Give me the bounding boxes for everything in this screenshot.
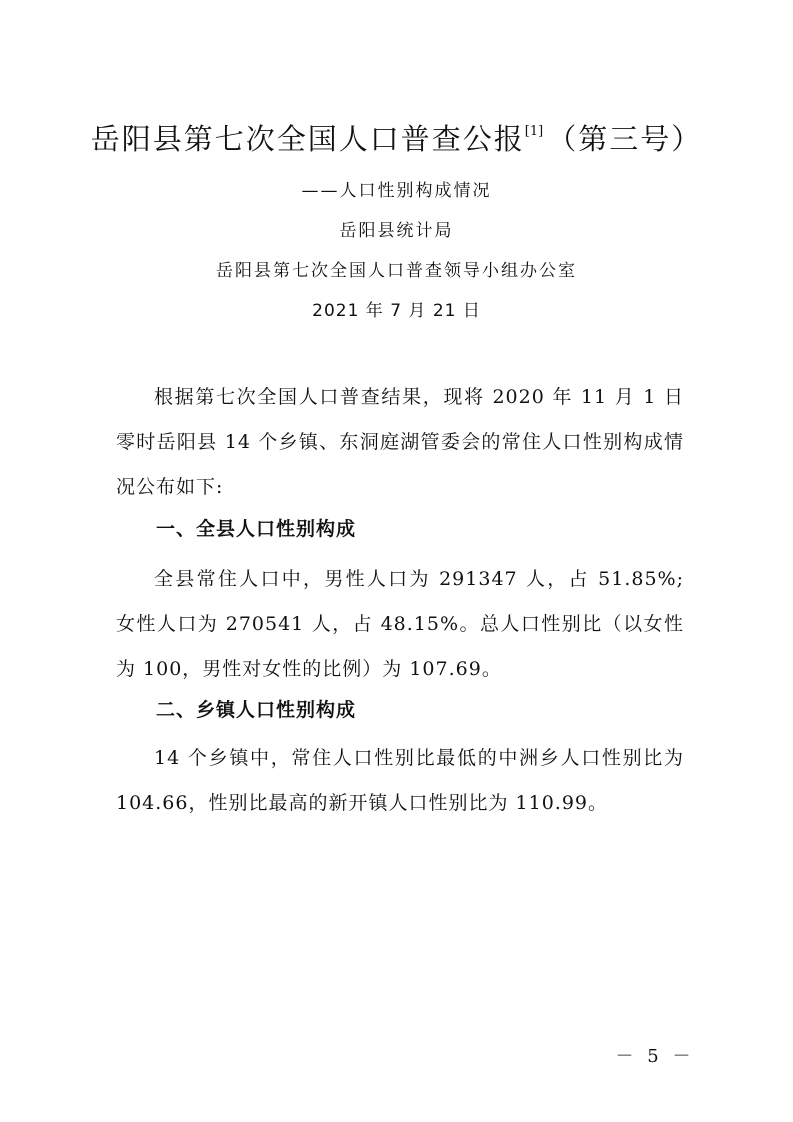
title-suffix: （第三号） [547,122,703,156]
county-sex-paragraph: 全县常住人口中，男性人口为 291347 人，占 51.85%; 女性人口为 270541 人，占 48.15%。总人口性别比（以女性为 100，男性对女性的比例）为 107.69。 [116,568,684,680]
footnote-marker: [1] [524,124,544,139]
issuer-statistics-bureau: 岳阳县统计局 [339,221,454,241]
title-main: 岳阳县第七次全国人口普查公报 [90,122,525,156]
section-heading-county: 一、全县人口性别构成 [156,518,357,540]
publish-date: 2021 年 7 月 21 日 [312,301,481,321]
section-heading-townships: 二、乡镇人口性别构成 [156,699,357,721]
page-number: － 5 － [615,1046,695,1067]
township-sex-paragraph: 14 个乡镇中，常住人口性别比最低的中洲乡人口性别比为 104.66，性别比最高的新开镇人口性别比为 110.99。 [116,747,684,814]
issuer-census-office: 岳阳县第七次全国人口普查领导小组办公室 [216,261,577,281]
subtitle: ——人口性别构成情况 [301,181,492,201]
intro-paragraph: 根据第七次全国人口普查结果，现将 2020 年 11 月 1 日零时岳阳县 14 个乡镇、东洞庭湖管委会的常住人口性别构成情况公布如下: [116,386,684,498]
page-title [0,112,793,159]
